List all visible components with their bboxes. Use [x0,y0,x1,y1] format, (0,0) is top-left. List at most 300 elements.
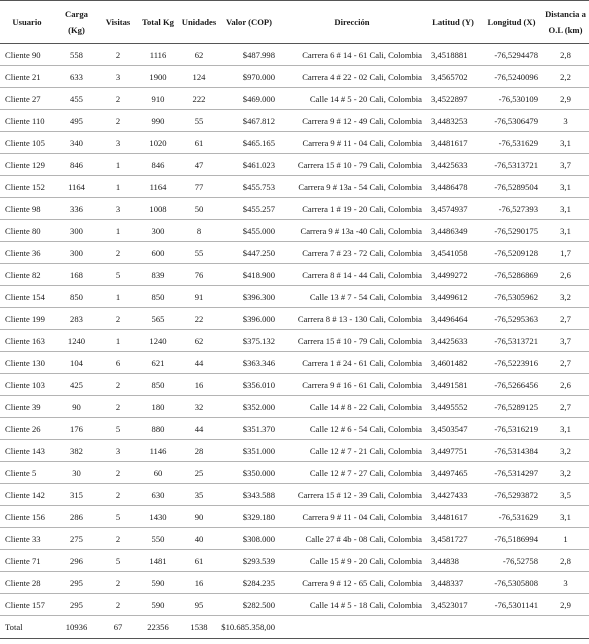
cell-total-kg: 565 [137,308,179,330]
cell-total-kg: 60 [137,462,179,484]
cell-distancia: 3,7 [542,154,589,176]
header-latitud: Latitud (Y) [425,1,481,44]
cell-visitas: 5 [99,264,137,286]
cell-direccion: Calle 12 # 7 - 21 Cali, Colombia [279,440,425,462]
cell-latitud: 3,4425633 [425,154,481,176]
table-row [0,506,589,528]
cell-distancia: 3,1 [542,176,589,198]
table-row [0,330,589,352]
cell-carga: 90 [54,396,99,418]
cell-unidades: 50 [179,198,219,220]
total-visitas: 67 [99,616,137,639]
header-visitas: Visitas [99,1,137,44]
cell-unidades: 124 [179,66,219,88]
cell-carga: 176 [54,418,99,440]
cell-visitas: 2 [99,110,137,132]
cell-latitud: 3,4518881 [425,44,481,66]
cell-carga: 1164 [54,176,99,198]
cell-usuario: Cliente 156 [0,506,54,528]
table-row [0,176,589,198]
cell-total-kg: 850 [137,286,179,308]
cell-usuario: Cliente 90 [0,44,54,66]
cell-distancia: 2,7 [542,352,589,374]
table-row [0,418,589,440]
cell-carga: 315 [54,484,99,506]
cell-visitas: 2 [99,594,137,616]
total-empty-distancia [542,616,589,639]
cell-total-kg: 590 [137,572,179,594]
cell-direccion: Carrera 15 # 10 - 79 Cali, Colombia [279,154,425,176]
cell-carga: 1240 [54,330,99,352]
cell-longitud: -76,5313721 [481,330,542,352]
header-distancia-line2: O.L (km) [548,25,583,35]
cell-direccion: Carrera 15 # 12 - 39 Cali, Colombia [279,484,425,506]
cell-unidades: 62 [179,44,219,66]
cell-unidades: 32 [179,396,219,418]
cell-total-kg: 910 [137,88,179,110]
cell-unidades: 16 [179,374,219,396]
cell-latitud: 3,4581727 [425,528,481,550]
cell-carga: 296 [54,550,99,572]
cell-total-kg: 1020 [137,132,179,154]
cell-visitas: 5 [99,418,137,440]
cell-longitud: -76,5266456 [481,374,542,396]
cell-direccion: Carrera 9 # 16 - 61 Cali, Colombia [279,374,425,396]
cell-unidades: 61 [179,550,219,572]
cell-total-kg: 1008 [137,198,179,220]
cell-latitud: 3,4491581 [425,374,481,396]
cell-distancia: 3,5 [542,484,589,506]
cell-valor: $343.588 [219,484,279,506]
table-row [0,484,589,506]
cell-longitud: -76,531629 [481,506,542,528]
cell-total-kg: 550 [137,528,179,550]
cell-distancia: 1 [542,528,589,550]
cell-distancia: 2,6 [542,264,589,286]
cell-carga: 633 [54,66,99,88]
cell-visitas: 1 [99,220,137,242]
cell-carga: 495 [54,110,99,132]
cell-usuario: Cliente 28 [0,572,54,594]
cell-direccion: Calle 14 # 5 - 18 Cali, Colombia [279,594,425,616]
cell-unidades: 47 [179,154,219,176]
cell-unidades: 55 [179,242,219,264]
cell-latitud: 3,4427433 [425,484,481,506]
cell-carga: 275 [54,528,99,550]
cell-valor: $970.000 [219,66,279,88]
cell-direccion: Carrera 9 # 11 - 04 Cali, Colombia [279,506,425,528]
cell-valor: $350.000 [219,462,279,484]
cell-direccion: Carrera 15 # 10 - 79 Cali, Colombia [279,330,425,352]
cell-carga: 300 [54,242,99,264]
cell-carga: 382 [54,440,99,462]
cell-total-kg: 600 [137,242,179,264]
cell-longitud: -76,5286869 [481,264,542,286]
cell-direccion: Carrera 9 # 13a -40 Cali, Colombia [279,220,425,242]
table-row [0,374,589,396]
cell-valor: $396.000 [219,308,279,330]
cell-unidades: 61 [179,132,219,154]
cell-longitud: -76,52758 [481,550,542,572]
header-carga: Carga (Kg) [54,1,99,44]
cell-distancia: 3,1 [542,198,589,220]
cell-carga: 168 [54,264,99,286]
cell-carga: 558 [54,44,99,66]
cell-longitud: -76,5301141 [481,594,542,616]
cell-unidades: 28 [179,440,219,462]
cell-direccion: Carrera 1 # 19 - 20 Cali, Colombia [279,198,425,220]
cell-carga: 283 [54,308,99,330]
cell-distancia: 2,7 [542,396,589,418]
cell-carga: 295 [54,572,99,594]
cell-valor: $455.000 [219,220,279,242]
cell-longitud: -76,5305808 [481,572,542,594]
cell-longitud: -76,5306479 [481,110,542,132]
cell-valor: $308.000 [219,528,279,550]
cell-valor: $455.753 [219,176,279,198]
cell-longitud: -76,5316219 [481,418,542,440]
cell-total-kg: 846 [137,154,179,176]
table-row [0,462,589,484]
cell-valor: $363.346 [219,352,279,374]
cell-latitud: 3,4486478 [425,176,481,198]
table-row [0,110,589,132]
cell-total-kg: 1240 [137,330,179,352]
cell-direccion: Carrera 9 # 13a - 54 Cali, Colombia [279,176,425,198]
cell-longitud: -76,530109 [481,88,542,110]
cell-visitas: 2 [99,308,137,330]
header-longitud: Longitud (X) [481,1,542,44]
table-row [0,352,589,374]
cell-visitas: 3 [99,66,137,88]
cell-total-kg: 630 [137,484,179,506]
table-row [0,286,589,308]
cell-latitud: 3,4523017 [425,594,481,616]
table-body [0,44,589,616]
total-empty-longitud [481,616,542,639]
total-valor: $10.685.358,00 [219,616,279,639]
cell-total-kg: 880 [137,418,179,440]
cell-visitas: 1 [99,176,137,198]
cell-latitud: 3,4499612 [425,286,481,308]
cell-unidades: 77 [179,176,219,198]
table-header [0,1,589,44]
table-row [0,220,589,242]
cell-valor: $469.000 [219,88,279,110]
table-row [0,550,589,572]
cell-usuario: Cliente 157 [0,594,54,616]
cell-direccion: Carrera 8 # 14 - 44 Cali, Colombia [279,264,425,286]
cell-visitas: 1 [99,154,137,176]
cell-valor: $487.998 [219,44,279,66]
cell-longitud: -76,5289125 [481,396,542,418]
cell-longitud: -76,5290175 [481,220,542,242]
cell-usuario: Cliente 163 [0,330,54,352]
total-row [0,616,589,639]
cell-longitud: -76,531629 [481,132,542,154]
cell-longitud: -76,5305962 [481,286,542,308]
cell-direccion: Calle 14 # 8 - 22 Cali, Colombia [279,396,425,418]
cell-longitud: -76,5186994 [481,528,542,550]
cell-unidades: 44 [179,352,219,374]
total-carga: 10936 [54,616,99,639]
cell-latitud: 3,4499272 [425,264,481,286]
cell-visitas: 2 [99,242,137,264]
cell-usuario: Cliente 103 [0,374,54,396]
cell-unidades: 8 [179,220,219,242]
cell-valor: $465.165 [219,132,279,154]
cell-longitud: -76,5293872 [481,484,542,506]
cell-carga: 295 [54,594,99,616]
total-kg: 22356 [137,616,179,639]
cell-valor: $396.300 [219,286,279,308]
cell-valor: $467.812 [219,110,279,132]
cell-carga: 104 [54,352,99,374]
cell-latitud: 3,44838 [425,550,481,572]
cell-latitud: 3,4481617 [425,506,481,528]
table-footer [0,616,589,639]
cell-latitud: 3,4497465 [425,462,481,484]
cell-visitas: 1 [99,286,137,308]
cell-visitas: 5 [99,550,137,572]
cell-unidades: 16 [179,572,219,594]
cell-total-kg: 990 [137,110,179,132]
cell-distancia: 3,2 [542,286,589,308]
total-empty-latitud [425,616,481,639]
header-valor: Valor (COP) [219,1,279,44]
cell-direccion: Carrera 8 # 13 - 130 Cali, Colombia [279,308,425,330]
cell-carga: 300 [54,220,99,242]
cell-latitud: 3,4503547 [425,418,481,440]
cell-total-kg: 1146 [137,440,179,462]
cell-latitud: 3,4497751 [425,440,481,462]
cell-usuario: Cliente 129 [0,154,54,176]
cell-unidades: 22 [179,308,219,330]
cell-distancia: 2,2 [542,66,589,88]
cell-direccion: Calle 13 # 7 - 54 Cali, Colombia [279,286,425,308]
cell-latitud: 3,4601482 [425,352,481,374]
header-distancia-line1: Distancia a [545,8,586,19]
cell-unidades: 44 [179,418,219,440]
cell-longitud: -76,5295363 [481,308,542,330]
cell-distancia: 2,9 [542,594,589,616]
cell-distancia: 3,1 [542,506,589,528]
cell-visitas: 2 [99,528,137,550]
cell-total-kg: 839 [137,264,179,286]
cell-latitud: 3,4425633 [425,330,481,352]
cell-longitud: -76,5314297 [481,462,542,484]
cell-valor: $418.900 [219,264,279,286]
cell-longitud: -76,5313721 [481,154,542,176]
cell-visitas: 2 [99,44,137,66]
cell-visitas: 3 [99,132,137,154]
cell-carga: 850 [54,286,99,308]
header-unidades: Unidades [179,1,219,44]
cell-unidades: 55 [179,110,219,132]
cell-usuario: Cliente 154 [0,286,54,308]
cell-total-kg: 1116 [137,44,179,66]
cell-valor: $455.257 [219,198,279,220]
cell-latitud: 3,448337 [425,572,481,594]
total-empty-direccion [279,616,425,639]
header-row [0,1,589,44]
cell-direccion: Calle 27 # 4b - 08 Cali, Colombia [279,528,425,550]
cell-direccion: Carrera 1 # 24 - 61 Cali, Colombia [279,352,425,374]
cell-valor: $375.132 [219,330,279,352]
cell-distancia: 2,8 [542,44,589,66]
cell-distancia: 3,7 [542,330,589,352]
cell-unidades: 62 [179,330,219,352]
cell-total-kg: 1900 [137,66,179,88]
cell-visitas: 2 [99,484,137,506]
cell-direccion: Carrera 7 # 23 - 72 Cali, Colombia [279,242,425,264]
cell-usuario: Cliente 36 [0,242,54,264]
header-direccion: Dirección [279,1,425,44]
cell-usuario: Cliente 26 [0,418,54,440]
cell-distancia: 3 [542,572,589,594]
table-row [0,572,589,594]
cell-valor: $282.500 [219,594,279,616]
table-row [0,132,589,154]
cell-usuario: Cliente 33 [0,528,54,550]
cell-latitud: 3,4495552 [425,396,481,418]
cell-total-kg: 1164 [137,176,179,198]
cell-total-kg: 300 [137,220,179,242]
cell-total-kg: 850 [137,374,179,396]
cell-usuario: Cliente 82 [0,264,54,286]
cell-usuario: Cliente 5 [0,462,54,484]
cell-carga: 30 [54,462,99,484]
cell-latitud: 3,4574937 [425,198,481,220]
cell-usuario: Cliente 39 [0,396,54,418]
cell-usuario: Cliente 21 [0,66,54,88]
cell-unidades: 95 [179,594,219,616]
cell-longitud: -76,5289504 [481,176,542,198]
table-row [0,308,589,330]
cell-direccion: Calle 12 # 6 - 54 Cali, Colombia [279,418,425,440]
cell-valor: $351.000 [219,440,279,462]
cell-carga: 286 [54,506,99,528]
cell-distancia: 3,1 [542,132,589,154]
cell-valor: $293.539 [219,550,279,572]
cell-latitud: 3,4522897 [425,88,481,110]
cell-visitas: 2 [99,88,137,110]
cell-visitas: 2 [99,396,137,418]
cell-direccion: Carrera 9 # 12 - 49 Cali, Colombia [279,110,425,132]
cell-unidades: 25 [179,462,219,484]
cell-visitas: 2 [99,462,137,484]
cell-longitud: -76,527393 [481,198,542,220]
header-usuario: Usuario [0,1,54,44]
cell-total-kg: 590 [137,594,179,616]
cell-distancia: 3,1 [542,418,589,440]
cell-carga: 455 [54,88,99,110]
cell-visitas: 3 [99,198,137,220]
cell-valor: $352.000 [219,396,279,418]
cell-carga: 336 [54,198,99,220]
cell-valor: $284.235 [219,572,279,594]
header-distancia [542,1,589,44]
cell-total-kg: 1481 [137,550,179,572]
cell-usuario: Cliente 80 [0,220,54,242]
table-row [0,88,589,110]
cell-usuario: Cliente 152 [0,176,54,198]
cell-latitud: 3,4483253 [425,110,481,132]
cell-visitas: 5 [99,506,137,528]
cell-latitud: 3,4481617 [425,132,481,154]
cell-distancia: 2,9 [542,88,589,110]
table-row [0,594,589,616]
cell-distancia: 2,7 [542,308,589,330]
cell-usuario: Cliente 142 [0,484,54,506]
cell-usuario: Cliente 71 [0,550,54,572]
cell-unidades: 35 [179,484,219,506]
cell-usuario: Cliente 98 [0,198,54,220]
cell-usuario: Cliente 110 [0,110,54,132]
cell-visitas: 6 [99,352,137,374]
cell-direccion: Calle 15 # 9 - 20 Cali, Colombia [279,550,425,572]
cell-unidades: 222 [179,88,219,110]
table-row [0,44,589,66]
cell-distancia: 3,2 [542,440,589,462]
cell-latitud: 3,4486349 [425,220,481,242]
cell-longitud: -76,5240096 [481,66,542,88]
cell-carga: 340 [54,132,99,154]
cell-latitud: 3,4496464 [425,308,481,330]
cell-longitud: -76,5209128 [481,242,542,264]
cell-unidades: 40 [179,528,219,550]
cell-distancia: 3,1 [542,220,589,242]
cell-usuario: Cliente 105 [0,132,54,154]
cell-direccion: Carrera 9 # 12 - 65 Cali, Colombia [279,572,425,594]
table-row [0,528,589,550]
table-row [0,396,589,418]
cell-distancia: 3 [542,110,589,132]
table-row [0,264,589,286]
table-row [0,198,589,220]
cell-direccion: Carrera 9 # 11 - 04 Cali, Colombia [279,132,425,154]
cell-carga: 846 [54,154,99,176]
cell-longitud: -76,5294478 [481,44,542,66]
cell-usuario: Cliente 130 [0,352,54,374]
cell-visitas: 1 [99,330,137,352]
cell-longitud: -76,5223916 [481,352,542,374]
cell-latitud: 3,4565702 [425,66,481,88]
cell-direccion: Calle 12 # 7 - 27 Cali, Colombia [279,462,425,484]
table-row [0,66,589,88]
cell-distancia: 3,2 [542,462,589,484]
cell-direccion: Carrera 4 # 22 - 02 Cali, Colombia [279,66,425,88]
cell-distancia: 1,7 [542,242,589,264]
cell-direccion: Calle 14 # 5 - 20 Cali, Colombia [279,88,425,110]
cell-total-kg: 1430 [137,506,179,528]
cell-valor: $329.180 [219,506,279,528]
cell-distancia: 2,6 [542,374,589,396]
total-label: Total [0,616,54,639]
table-row [0,242,589,264]
header-total-kg: Total Kg [137,1,179,44]
cell-total-kg: 621 [137,352,179,374]
cell-usuario: Cliente 143 [0,440,54,462]
table-row [0,154,589,176]
cell-unidades: 76 [179,264,219,286]
total-unidades: 1538 [179,616,219,639]
cell-longitud: -76,5314384 [481,440,542,462]
cell-valor: $447.250 [219,242,279,264]
cell-visitas: 2 [99,572,137,594]
cell-distancia: 2,8 [542,550,589,572]
cell-valor: $351.370 [219,418,279,440]
